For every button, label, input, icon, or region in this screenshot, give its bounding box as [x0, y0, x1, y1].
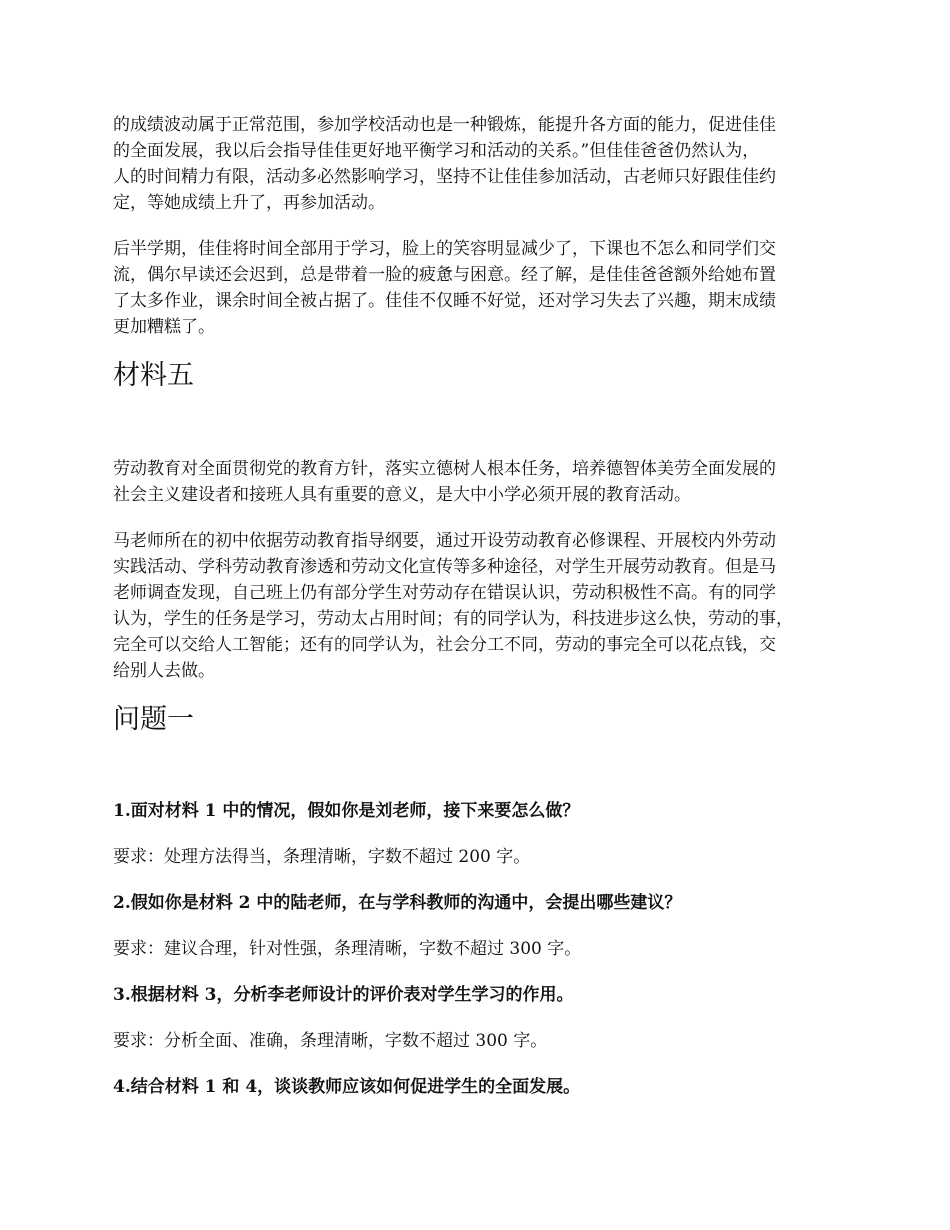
- text-line: 更加糟糕了。: [113, 317, 215, 337]
- text-line: 流，偶尔早读还会迟到，总是带着一脸的疲惫与困意。经了解，是佳佳爸爸额外给她布置: [113, 265, 776, 285]
- question-requirement-2: 要求：建议合理，针对性强，条理清晰，字数不超过 300 字。: [113, 939, 582, 959]
- text-line: 的成绩波动属于正常范围，参加学校活动也是一种锻炼，能提升各方面的能力，促进佳佳: [113, 115, 776, 135]
- material5-paragraph-1: [113, 456, 843, 508]
- text-line: 实践活动、学科劳动教育渗透和劳动文化宣传等多种途径，对学生开展劳动教育。但是马: [113, 557, 776, 577]
- question-requirement-1: 要求：处理方法得当，条理清晰，字数不超过 200 字。: [113, 847, 531, 867]
- question-item-3: 3.根据材料 3，分析李老师设计的评价表对学生学习的作用。: [113, 985, 574, 1005]
- question1-heading: 问题一: [113, 704, 194, 735]
- text-line: 给别人去做。: [113, 661, 215, 681]
- document-page: [113, 112, 843, 1100]
- material4-paragraph-1: [113, 112, 843, 216]
- question-item-4: 4.结合材料 1 和 4，谈谈教师应该如何促进学生的全面发展。: [113, 1077, 581, 1097]
- text-line: 老师调查发现，自己班上仍有部分学生对劳动存在错误认识，劳动积极性不高。有的同学: [113, 583, 776, 603]
- text-line: 完全可以交给人工智能；还有的同学认为，社会分工不同，劳动的事完全可以花点钱，交: [113, 635, 776, 655]
- text-line: 了太多作业，课余时间全被占据了。佳佳不仅睡不好觉，还对学习失去了兴趣，期末成绩: [113, 291, 776, 311]
- text-line: 认为，学生的任务是学习，劳动太占用时间；有的同学认为，科技进步这么快，劳动的事，: [113, 609, 793, 629]
- text-line: 人的时间精力有限，活动多必然影响学习，坚持不让佳佳参加活动，古老师只好跟佳佳约: [113, 167, 776, 187]
- question-requirement-3: 要求：分析全面、准确，条理清晰，字数不超过 300 字。: [113, 1031, 548, 1051]
- text-line: 社会主义建设者和接班人具有重要的意义，是大中小学必须开展的教育活动。: [113, 485, 691, 505]
- material5-heading: 材料五: [113, 360, 194, 391]
- question-item-2: 2.假如你是材料 2 中的陆老师，在与学科教师的沟通中，会提出哪些建议？: [113, 893, 682, 913]
- question-item-1: 1.面对材料 1 中的情况，假如你是刘老师，接下来要怎么做？: [113, 801, 580, 821]
- material4-paragraph-2: [113, 236, 843, 340]
- text-line: 劳动教育对全面贯彻党的教育方针，落实立德树人根本任务，培养德智体美劳全面发展的: [113, 459, 776, 479]
- text-line: 的全面发展，我以后会指导佳佳更好地平衡学习和活动的关系。”但佳佳爸爸仍然认为，: [113, 141, 760, 161]
- text-line: 定，等她成绩上升了，再参加活动。: [113, 193, 385, 213]
- text-line: 后半学期，佳佳将时间全部用于学习，脸上的笑容明显减少了，下课也不怎么和同学们交: [113, 239, 776, 259]
- material5-paragraph-2: [113, 528, 843, 684]
- text-line: 马老师所在的初中依据劳动教育指导纲要，通过开设劳动教育必修课程、开展校内外劳动: [113, 531, 776, 551]
